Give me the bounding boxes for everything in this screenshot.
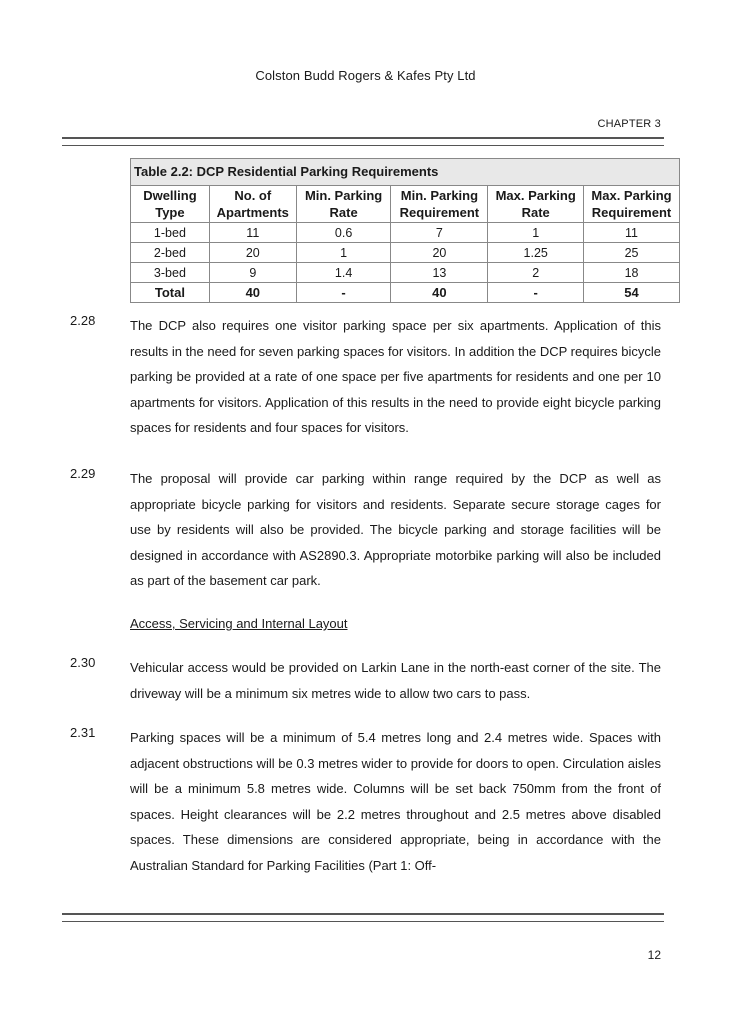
- table-row: [131, 243, 680, 263]
- column-header: Dwelling Type: [131, 186, 210, 223]
- section-heading: Access, Servicing and Internal Layout: [130, 616, 348, 631]
- table-title: Table 2.2: DCP Residential Parking Requirements: [131, 159, 680, 186]
- table-cell: -: [488, 283, 584, 303]
- footer-rule: [62, 913, 664, 922]
- table-cell: 1-bed: [131, 223, 210, 243]
- table-cell: 3-bed: [131, 263, 210, 283]
- table-cell: 11: [584, 223, 680, 243]
- column-header: Min. Parking Rate: [296, 186, 391, 223]
- table-cell: 7: [391, 223, 488, 243]
- column-header: Max. Parking Requirement: [584, 186, 680, 223]
- table-cell: 11: [209, 223, 296, 243]
- paragraph-text: The proposal will provide car parking within range required by the DCP as well as appropriate bicycle parking for visitors and residents. Separate secure storage cages for use by residents will also be provided. The bicycle parking and storage facilities will be designed in accordance with AS2890.3. Appropriate motorbike parking will also be included as part of the basement car park.: [130, 471, 661, 588]
- table-cell: 2-bed: [131, 243, 210, 263]
- table-row: [131, 223, 680, 243]
- table-cell: 1.25: [488, 243, 584, 263]
- table-cell: 40: [391, 283, 488, 303]
- table-cell: -: [296, 283, 391, 303]
- table-cell: 25: [584, 243, 680, 263]
- table-cell: 54: [584, 283, 680, 303]
- table-cell: 40: [209, 283, 296, 303]
- table-cell: 1: [488, 223, 584, 243]
- page-number: 12: [647, 948, 661, 962]
- table-cell: 2: [488, 263, 584, 283]
- table-cell: 20: [391, 243, 488, 263]
- column-header: Min. Parking Requirement: [391, 186, 488, 223]
- paragraph-text: Vehicular access would be provided on Larkin Lane in the north-east corner of the site. The driveway will be a minimum six metres wide to allow two cars to pass.: [130, 660, 661, 701]
- table-row: [131, 263, 680, 283]
- paragraph-number: 2.31: [70, 725, 96, 740]
- table-cell: Total: [131, 283, 210, 303]
- table-cell: 9: [209, 263, 296, 283]
- table-cell: 0.6: [296, 223, 391, 243]
- column-header: Max. Parking Rate: [488, 186, 584, 223]
- table-cell: 13: [391, 263, 488, 283]
- paragraph-number: 2.28: [70, 313, 96, 328]
- table-cell: 1: [296, 243, 391, 263]
- paragraph-text: The DCP also requires one visitor parking space per six apartments. Application of this results in the need for seven parking spaces for visitors. In addition the DCP requires bicycle parking be provided at a rate of one space per five apartments for residents and one per 10 apartments for visitors. Application of this results in the need to provide eight bicycle parking spaces for residents and four spaces for visitors.: [130, 318, 661, 435]
- table-total-row: [131, 283, 680, 303]
- header-rule: [62, 137, 664, 146]
- table-cell: 20: [209, 243, 296, 263]
- paragraph-number: 2.30: [70, 655, 96, 670]
- column-header: No. of Apartments: [209, 186, 296, 223]
- firm-name: Colston Budd Rogers & Kafes Pty Ltd: [255, 68, 476, 83]
- parking-requirements-table: [130, 158, 680, 303]
- paragraph-number: 2.29: [70, 466, 96, 481]
- table-cell: 1.4: [296, 263, 391, 283]
- chapter-label: CHAPTER 3: [597, 118, 661, 130]
- paragraph-text: Parking spaces will be a minimum of 5.4 metres long and 2.4 metres wide. Spaces with adjacent obstructions will be 0.3 metres wider to provide for doors to open. Circulation aisles will be a minimum 5.8 metres wide. Columns will be set back 750mm from the front of spaces. Height clearances will be 2.2 metres throughout and 2.5 metres above disabled spaces. These dimensions are considered appropriate, being in accordance with the Australian Standard for Parking Facilities (Part 1: Off-: [130, 730, 661, 873]
- table-cell: 18: [584, 263, 680, 283]
- table-header-row: [131, 186, 680, 223]
